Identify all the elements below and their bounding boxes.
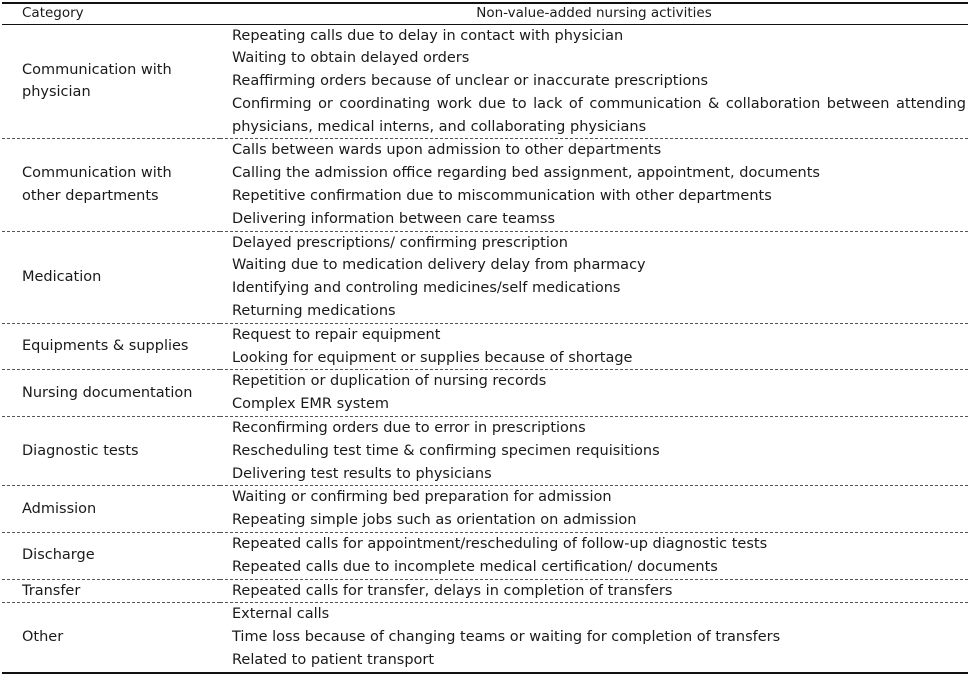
activity-item: Time loss because of changing teams or waiting for completion of transfers [232, 629, 781, 646]
activity-item: Related to patient transport [232, 652, 435, 669]
category-cell: Equipments & supplies [2, 323, 220, 370]
activities-cell [220, 579, 968, 603]
table-row [2, 323, 968, 370]
category-cell: Communication with other departments [2, 139, 220, 231]
activity-item: Looking for equipment or supplies because of shortage [232, 349, 633, 366]
activity-item: Delivering information between care teamss [232, 210, 556, 227]
activity-item: Repetition or duplication of nursing records [232, 373, 547, 390]
activity-item: Repeated calls for appointment/rescheduling of follow-up diagnostic tests [232, 536, 768, 553]
activity-item: Repeated calls due to incomplete medical certification/ documents [232, 558, 718, 575]
activity-item: Repeating calls due to delay in contact with physician [232, 27, 624, 44]
activity-item: Calling the admission office regarding bed assignment, appointment, documents [232, 165, 820, 182]
column-header-activities: Non-value-added nursing activities [220, 3, 968, 24]
category-cell: Communication with physician [2, 24, 220, 139]
activity-item: Waiting to obtain delayed orders [232, 50, 470, 67]
table-row [2, 603, 968, 673]
table-row [2, 370, 968, 417]
category-cell: Discharge [2, 533, 220, 580]
activity-item: Returning medications [232, 303, 396, 320]
activity-item: Calls between wards upon admission to other departments [232, 142, 662, 159]
activities-cell [220, 486, 968, 533]
activity-item: External calls [232, 606, 330, 623]
header-row [2, 3, 968, 24]
activities-cell [220, 323, 968, 370]
table-row [2, 579, 968, 603]
activity-item: Complex EMR system [232, 396, 389, 413]
activities-cell [220, 603, 968, 673]
category-cell: Other [2, 603, 220, 673]
table-row [2, 417, 968, 486]
activity-item: Repetitive confirmation due to miscommunication with other departments [232, 188, 772, 205]
category-cell: Admission [2, 486, 220, 533]
activities-cell [220, 370, 968, 417]
activities-cell [220, 139, 968, 231]
non-value-added-activities-table [2, 2, 968, 674]
table-row [2, 231, 968, 323]
activity-item: Identifying and controling medicines/self medications [232, 280, 621, 297]
activity-item: Waiting or confirming bed preparation for admission [232, 489, 612, 506]
activity-item: Delayed prescriptions/ confirming prescription [232, 234, 568, 251]
activities-cell [220, 231, 968, 323]
activity-item: Request to repair equipment [232, 326, 441, 343]
table-row [2, 139, 968, 231]
activities-table-container [2, 2, 968, 674]
table-header [2, 3, 968, 24]
category-cell: Transfer [2, 579, 220, 603]
activity-item: Waiting due to medication delivery delay from pharmacy [232, 257, 646, 274]
category-cell: Diagnostic tests [2, 417, 220, 486]
activities-cell [220, 533, 968, 580]
activity-item: Repeated calls for transfer, delays in completion of transfers [232, 582, 673, 599]
category-cell: Medication [2, 231, 220, 323]
table-row [2, 486, 968, 533]
activity-item: Reconfirming orders due to error in prescriptions [232, 420, 586, 437]
activities-cell [220, 417, 968, 486]
activity-item: Confirming or coordinating work due to lack of communication & collaboration between attending physicians, medical interns, and collaborating physicians [232, 95, 966, 135]
activity-item: Reaffirming orders because of unclear or inaccurate prescriptions [232, 73, 709, 90]
activity-item: Rescheduling test time & confirming specimen requisitions [232, 442, 660, 459]
column-header-category: Category [2, 3, 220, 24]
table-row [2, 533, 968, 580]
activity-item: Delivering test results to physicians [232, 465, 492, 482]
table-body [2, 24, 968, 673]
category-cell: Nursing documentation [2, 370, 220, 417]
activity-item: Repeating simple jobs such as orientation on admission [232, 512, 637, 529]
activities-cell [220, 24, 968, 139]
table-row [2, 24, 968, 139]
